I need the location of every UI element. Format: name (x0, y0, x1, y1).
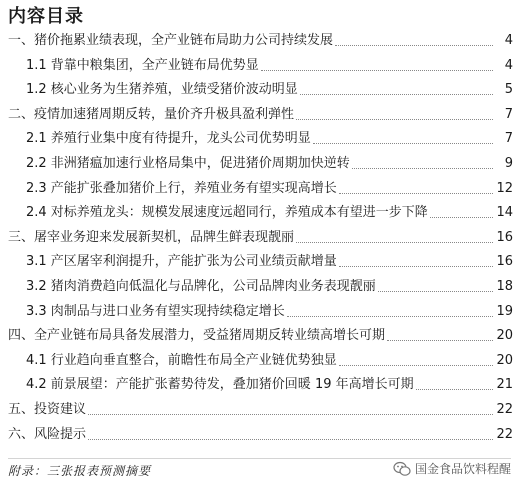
toc-subsection-row[interactable] (0, 247, 519, 271)
toc-entry-title: 3.3 肉制品与进口业务有望实现持续稳定增长 (26, 303, 285, 319)
toc-section-row[interactable] (0, 395, 519, 419)
toc-page-number: 16 (496, 229, 513, 245)
toc-section-row[interactable] (0, 26, 519, 50)
toc-entry-title: 1.1 背靠中粮集团，全产业链布局优势显 (26, 57, 259, 73)
toc-entry-title: 二、疫情加速猪周期反转，量价齐升极具盈利弹性 (8, 106, 295, 122)
toc-entry-title: 3.1 产区屠宰利润提升，产能扩张为公司业绩贡献增量 (26, 254, 337, 270)
toc-leader-dots (352, 167, 493, 169)
toc-page-number: 19 (496, 303, 513, 319)
toc-entry-title: 2.1 养殖行业集中度有待提升，龙头公司优势明显 (26, 131, 311, 147)
divider (8, 458, 511, 459)
toc-entry-title: 4.2 前景展望：产能扩张蓄势待发，叠加猪价回暖 19 年高增长可期 (26, 377, 414, 393)
toc-leader-dots (430, 216, 493, 218)
toc-section-row[interactable] (0, 223, 519, 247)
toc-subsection-row[interactable] (0, 370, 519, 394)
toc-leader-dots (88, 438, 493, 440)
toc-leader-dots (339, 364, 493, 366)
toc-section-row[interactable] (0, 100, 519, 124)
toc-subsection-row[interactable] (0, 198, 519, 222)
toc-page-number: 7 (504, 106, 513, 122)
toc-page-number: 7 (504, 131, 513, 147)
toc-subsection-row[interactable] (0, 75, 519, 99)
toc-leader-dots (261, 69, 493, 71)
toc-entry-title: 3.2 猪肉消费趋向低温化与品牌化，公司品牌肉业务表现靓丽 (26, 279, 376, 294)
toc-entry-title: 2.2 非洲猪瘟加速行业格局集中，促进猪价周期加快逆转 (26, 156, 350, 171)
toc-subsection-row[interactable] (0, 297, 519, 321)
toc-page-number: 22 (496, 426, 513, 442)
toc-entry-title: 2.4 对标养殖龙头：规模发展速度远超同行，养殖成本有望进一步下降 (26, 205, 428, 221)
toc-leader-dots (387, 339, 493, 341)
toc-entry-title: 一、猪价拖累业绩表现，全产业链布局助力公司持续发展 (8, 33, 334, 48)
toc-leader-dots (378, 290, 493, 292)
page-title: 内容目录 (8, 6, 84, 27)
toc-page-number: 14 (496, 205, 513, 221)
toc-subsection-row[interactable] (0, 51, 519, 75)
toc-page-number: 18 (496, 279, 513, 294)
toc-subsection-row[interactable] (0, 174, 519, 198)
toc-subsection-row[interactable] (0, 149, 519, 173)
toc-page-number: 21 (496, 377, 513, 393)
toc-page-number: 22 (496, 402, 513, 417)
toc-leader-dots (339, 265, 493, 267)
toc-page-number: 5 (504, 82, 513, 98)
toc-page-number: 9 (504, 156, 513, 171)
appendix-entry[interactable]: 附录：三张报表预测摘要 (8, 464, 152, 478)
toc-leader-dots (296, 241, 493, 243)
toc-leader-dots (416, 388, 493, 390)
toc-leader-dots (313, 142, 493, 144)
toc-leader-dots (335, 44, 493, 46)
toc-page-number: 16 (496, 254, 513, 270)
toc-entry-title: 4.1 行业趋向垂直整合，前瞻性布局全产业链优势独显 (26, 352, 337, 368)
toc-leader-dots (287, 315, 493, 317)
toc-subsection-row[interactable] (0, 124, 519, 148)
toc-subsection-row[interactable] (0, 272, 519, 296)
toc-entry-title: 1.2 核心业务为生猪养殖，业绩受猪价波动明显 (26, 82, 298, 98)
toc-leader-dots (339, 192, 493, 194)
toc-page-number: 20 (496, 328, 513, 344)
toc-subsection-row[interactable] (0, 346, 519, 370)
toc-section-row[interactable] (0, 420, 519, 444)
toc-leader-dots (88, 413, 493, 415)
wechat-icon (393, 461, 411, 477)
toc-page-number: 4 (504, 33, 513, 48)
toc-entry-title: 三、屠宰业务迎来发展新契机，品牌生鲜表现靓丽 (8, 229, 295, 245)
toc-entry-title: 四、全产业链布局具备发展潜力，受益猪周期反转业绩高增长可期 (8, 328, 386, 344)
toc-page-number: 4 (504, 57, 513, 73)
toc-entry-title: 六、风险提示 (8, 426, 87, 442)
watermark-text: 国金食品饮料程醒 (414, 462, 511, 476)
toc-page-number: 20 (496, 352, 513, 368)
toc-page-number: 12 (496, 180, 513, 196)
watermark (393, 460, 511, 477)
toc-leader-dots (296, 118, 493, 120)
toc-section-row[interactable] (0, 321, 519, 345)
toc-leader-dots (300, 93, 493, 95)
toc-entry-title: 2.3 产能扩张叠加猪价上行，养殖业务有望实现高增长 (26, 180, 337, 196)
toc-entry-title: 五、投资建议 (8, 402, 87, 417)
